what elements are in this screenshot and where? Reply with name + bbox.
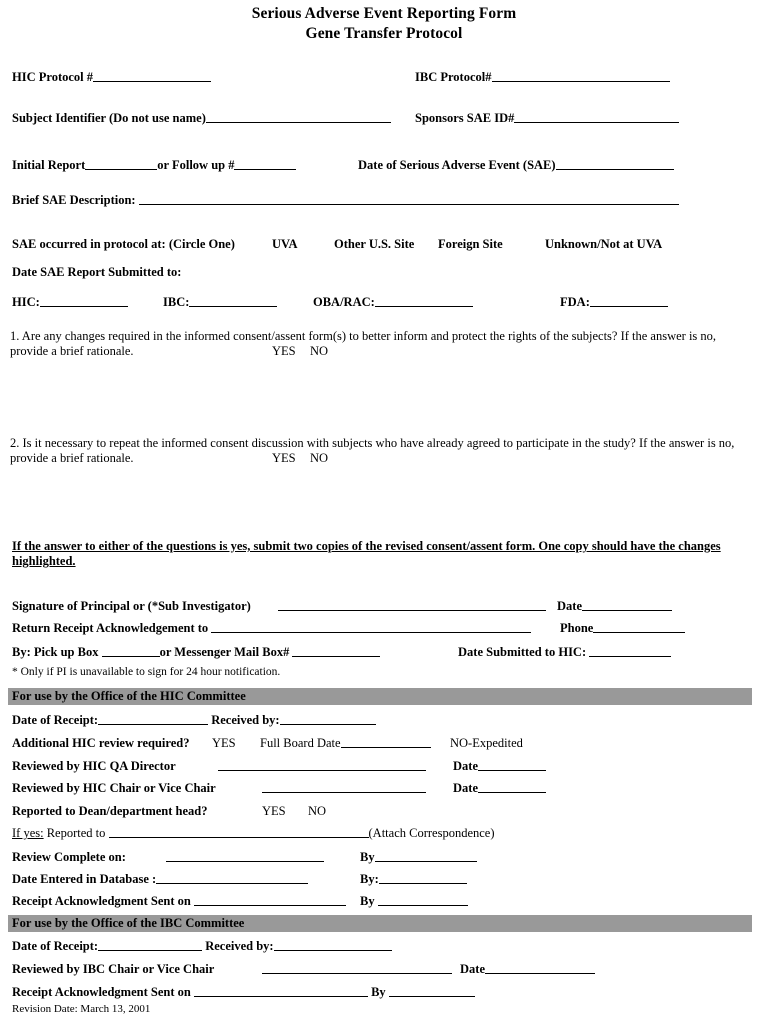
question-2-line1: 2. Is it necessary to repeat the informed consent discussion with subjects who have already agreed to participate in the study? If the answer is no, — [10, 436, 735, 450]
messenger-mail-label: or Messenger Mail Box# — [159, 645, 290, 659]
hic-date-of-receipt-input[interactable] — [98, 713, 208, 725]
submitted-to-oba-rac-field[interactable] — [313, 295, 473, 309]
hic-receipt-ack-by-label: By — [360, 894, 375, 908]
signature-date-input[interactable] — [582, 599, 672, 611]
hic-protocol-field[interactable] — [12, 70, 211, 84]
hic-receipt-ack-by-field[interactable] — [360, 894, 468, 908]
signature-date-field[interactable] — [557, 599, 672, 613]
hic-reported-dean-yes-option[interactable]: YES — [262, 804, 286, 818]
question-2-no-option[interactable]: NO — [310, 451, 329, 465]
submitted-to-ibc-input[interactable] — [189, 295, 277, 307]
follow-up-input[interactable] — [234, 158, 296, 170]
brief-sae-description-field[interactable] — [12, 193, 679, 207]
hic-review-complete-label: Review Complete on: — [12, 850, 126, 864]
hic-qa-director-date-label: Date — [453, 759, 478, 773]
sae-location-option-foreign-site[interactable]: Foreign Site — [438, 237, 503, 251]
or-follow-up-label: or Follow up # — [157, 158, 235, 172]
question-2-yes-option[interactable]: YES — [272, 451, 296, 465]
pickup-box-input[interactable] — [102, 645, 160, 657]
hic-date-of-receipt-label: Date of Receipt: — [12, 713, 99, 727]
hic-receipt-ack-by-input[interactable] — [378, 894, 468, 906]
hic-review-complete-input[interactable] — [166, 850, 324, 862]
date-of-sae-field[interactable] — [358, 158, 674, 172]
hic-chair-input-wrap[interactable] — [262, 781, 426, 795]
hic-database-by-input[interactable] — [379, 872, 467, 884]
hic-chair-date-label: Date — [453, 781, 478, 795]
ibc-chair-input[interactable] — [262, 962, 452, 974]
hic-database-by-field[interactable] — [360, 872, 467, 886]
ibc-chair-date-input[interactable] — [485, 962, 595, 974]
return-receipt-field[interactable] — [12, 621, 531, 635]
ibc-received-by-input[interactable] — [274, 939, 392, 951]
signature-label: Signature of Principal or (*Sub Investigator) — [12, 599, 251, 613]
hic-reported-to-label: Reported to — [46, 826, 106, 840]
notice-line1: If the answer to either of the questions is yes, submit two copies of the revised consent/assent form. One copy should have the changes — [12, 539, 721, 553]
hic-if-yes-reported-to-field[interactable] — [12, 826, 495, 840]
sae-location-option-unknown-not-at-uva[interactable]: Unknown/Not at UVA — [545, 237, 663, 251]
date-submitted-hic-label: Date Submitted to HIC: — [458, 645, 587, 659]
date-of-sae-label: Date of Serious Adverse Event (SAE) — [358, 158, 556, 172]
submitted-to-oba-rac-input[interactable] — [375, 295, 473, 307]
submitted-to-ibc-label: IBC: — [163, 295, 190, 309]
date-submitted-hic-field[interactable] — [458, 645, 671, 659]
brief-sae-description-label: Brief SAE Description: — [12, 193, 136, 207]
date-submitted-hic-input[interactable] — [589, 645, 671, 657]
page-title-line1: Serious Adverse Event Reporting Form — [251, 5, 517, 22]
submitted-to-ibc-field[interactable] — [163, 295, 277, 309]
hic-additional-review-label: Additional HIC review required? — [12, 736, 190, 750]
hic-reported-dean-label: Reported to Dean/department head? — [12, 804, 208, 818]
revision-date: Revision Date: March 13, 2001 — [12, 1003, 151, 1015]
brief-sae-description-input[interactable] — [139, 193, 679, 205]
sponsors-sae-id-label: Sponsors SAE ID# — [415, 111, 515, 125]
ibc-receipt-ack-by-label: By — [371, 985, 386, 999]
question-1-yes-option[interactable]: YES — [272, 344, 296, 358]
notice-line2: highlighted. — [12, 554, 76, 568]
hic-reported-dean-no-option[interactable]: NO — [308, 804, 327, 818]
return-receipt-input[interactable] — [211, 621, 531, 633]
hic-chair-input[interactable] — [262, 781, 426, 793]
initial-report-label: Initial Report — [12, 158, 86, 172]
phone-input[interactable] — [593, 621, 685, 633]
hic-review-complete-by-label: By — [360, 850, 375, 864]
hic-received-by-label: Received by: — [211, 713, 280, 727]
question-2-line2: provide a brief rationale. — [10, 451, 134, 465]
signature-footnote: * Only if PI is unavailable to sign for 24 hour notification. — [12, 666, 281, 678]
hic-office-banner: For use by the Office of the HIC Committee — [8, 688, 752, 705]
hic-no-expedited-option[interactable]: NO-Expedited — [450, 736, 523, 750]
signature-date-label: Date — [557, 599, 582, 613]
hic-full-board-date-label: Full Board Date — [260, 736, 341, 750]
submitted-to-hic-field[interactable] — [12, 295, 128, 309]
ibc-receipt-ack-field[interactable] — [12, 985, 475, 999]
submitted-to-hic-input[interactable] — [40, 295, 128, 307]
submitted-to-heading: Date SAE Report Submitted to: — [12, 265, 182, 279]
hic-qa-director-label: Reviewed by HIC QA Director — [12, 759, 176, 773]
hic-chair-date-input[interactable] — [478, 781, 546, 793]
ibc-date-of-receipt-input[interactable] — [98, 939, 202, 951]
hic-full-board-date-input[interactable] — [341, 736, 431, 748]
submitted-to-fda-label: FDA: — [560, 295, 590, 309]
date-of-sae-input[interactable] — [556, 158, 674, 170]
hic-attach-correspondence-note: (Attach Correspondence) — [368, 826, 495, 840]
ibc-receipt-ack-label: Receipt Acknowledgment Sent on — [12, 985, 191, 999]
sponsors-sae-id-field[interactable] — [415, 111, 679, 125]
ibc-chair-date-label: Date — [460, 962, 485, 976]
return-receipt-label: Return Receipt Acknowledgement to — [12, 621, 209, 635]
hic-date-of-receipt-field[interactable] — [12, 713, 376, 727]
messenger-mail-input[interactable] — [292, 645, 380, 657]
hic-received-by-input[interactable] — [280, 713, 376, 725]
ibc-receipt-ack-input[interactable] — [194, 985, 368, 997]
phone-field[interactable] — [560, 621, 685, 635]
hic-qa-director-date-input[interactable] — [478, 759, 546, 771]
pickup-messenger-field[interactable] — [12, 645, 380, 659]
submitted-to-fda-input[interactable] — [590, 295, 668, 307]
hic-database-input[interactable] — [156, 872, 308, 884]
page-title-line2: Gene Transfer Protocol — [305, 25, 463, 42]
ibc-protocol-field[interactable] — [415, 70, 670, 84]
sae-location-option-uva[interactable]: UVA — [272, 237, 298, 251]
ibc-date-of-receipt-label: Date of Receipt: — [12, 939, 99, 953]
ibc-receipt-ack-by-input[interactable] — [389, 985, 475, 997]
hic-additional-review-yes-option[interactable]: YES — [212, 736, 236, 750]
hic-protocol-input[interactable] — [93, 70, 211, 82]
hic-review-complete-by-input[interactable] — [375, 850, 477, 862]
hic-protocol-label: HIC Protocol # — [12, 70, 94, 84]
sae-location-prompt: SAE occurred in protocol at: (Circle One) — [12, 237, 235, 251]
signature-input-wrap[interactable] — [278, 599, 546, 613]
hic-review-complete-by-field[interactable] — [360, 850, 477, 864]
question-1-no-option[interactable]: NO — [310, 344, 329, 358]
question-1-line1: 1. Are any changes required in the informed consent/assent form(s) to better inform and protect the rights of the subjects? If the answer is no, — [10, 329, 717, 343]
hic-review-complete-input-wrap[interactable] — [166, 850, 324, 864]
ibc-received-by-label: Received by: — [205, 939, 274, 953]
hic-if-yes-label: If yes: — [12, 826, 44, 840]
hic-reported-to-input[interactable] — [109, 826, 369, 838]
ibc-chair-label: Reviewed by IBC Chair or Vice Chair — [12, 962, 215, 976]
hic-receipt-ack-field[interactable] — [12, 894, 346, 908]
hic-qa-director-date-field[interactable] — [453, 759, 546, 773]
subject-identifier-label: Subject Identifier (Do not use name) — [12, 111, 206, 125]
signature-input[interactable] — [278, 599, 546, 611]
ibc-office-banner: For use by the Office of the IBC Committee — [8, 915, 752, 932]
hic-chair-label: Reviewed by HIC Chair or Vice Chair — [12, 781, 216, 795]
submitted-to-oba-rac-label: OBA/RAC: — [313, 295, 375, 309]
hic-database-field[interactable] — [12, 872, 308, 886]
ibc-protocol-input[interactable] — [492, 70, 670, 82]
sae-location-option-other-us-site[interactable]: Other U.S. Site — [334, 237, 415, 251]
hic-receipt-ack-label: Receipt Acknowledgment Sent on — [12, 894, 191, 908]
hic-qa-director-input-wrap[interactable] — [218, 759, 426, 773]
hic-database-label: Date Entered in Database : — [12, 872, 157, 886]
question-1-line2: provide a brief rationale. — [10, 344, 134, 358]
phone-label: Phone — [560, 621, 594, 635]
initial-report-input[interactable] — [85, 158, 157, 170]
ibc-chair-input-wrap[interactable] — [262, 962, 452, 976]
sponsors-sae-id-input[interactable] — [514, 111, 679, 123]
hic-qa-director-input[interactable] — [218, 759, 426, 771]
ibc-chair-date-field[interactable] — [460, 962, 595, 976]
initial-report-field[interactable] — [12, 158, 296, 172]
submitted-to-fda-field[interactable] — [560, 295, 668, 309]
ibc-date-of-receipt-field[interactable] — [12, 939, 392, 953]
pickup-box-label: By: Pick up Box — [12, 645, 99, 659]
hic-chair-date-field[interactable] — [453, 781, 546, 795]
hic-receipt-ack-input[interactable] — [194, 894, 346, 906]
submitted-to-hic-label: HIC: — [12, 295, 40, 309]
ibc-protocol-label: IBC Protocol# — [415, 70, 492, 84]
hic-database-by-label: By: — [360, 872, 379, 886]
subject-identifier-input[interactable] — [206, 111, 391, 123]
subject-identifier-field[interactable] — [12, 111, 391, 125]
hic-full-board-date-field[interactable] — [260, 736, 431, 750]
